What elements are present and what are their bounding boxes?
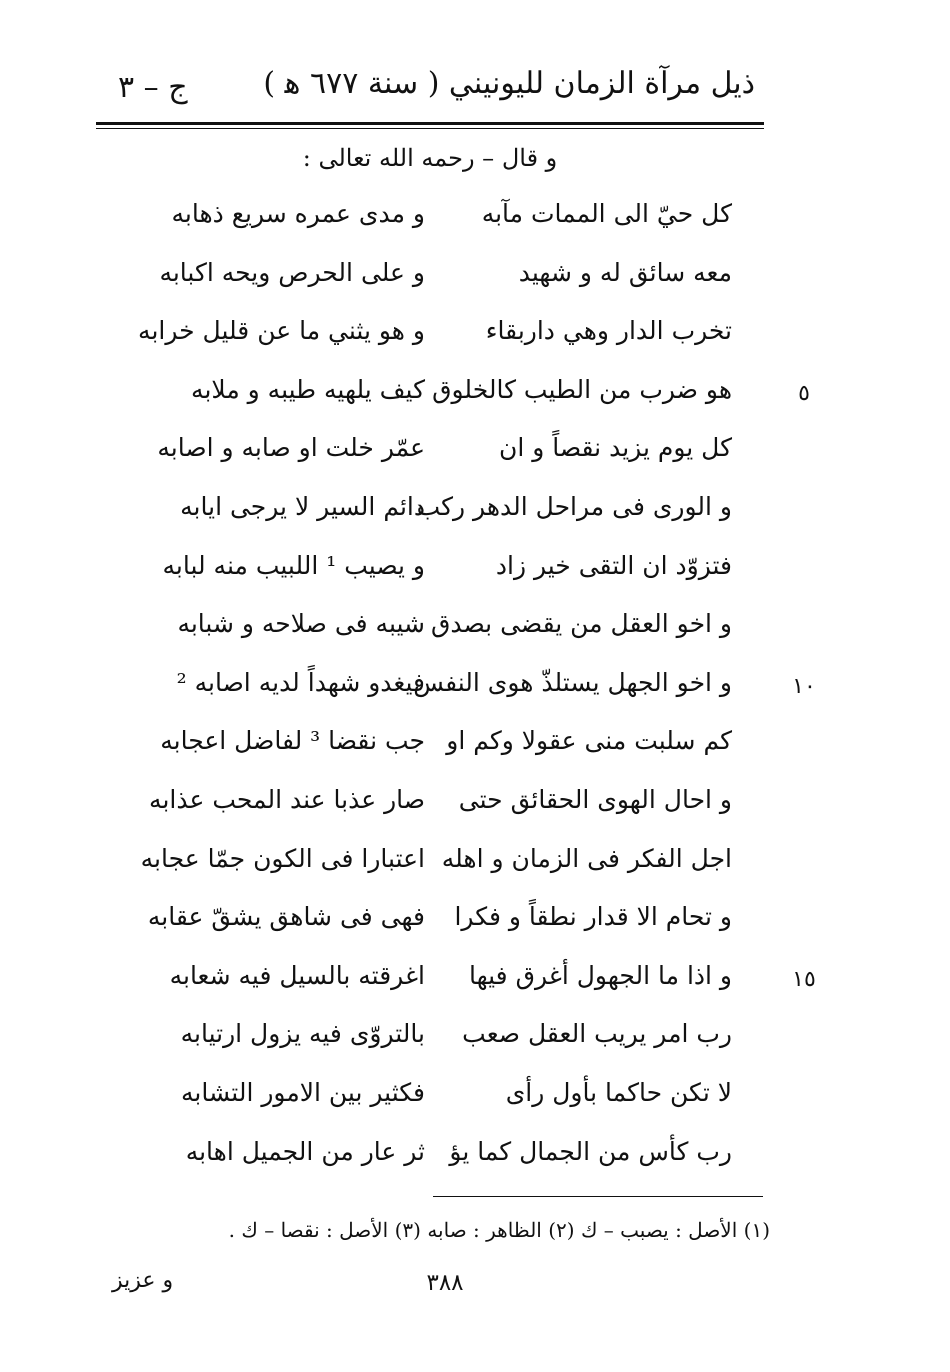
- poem-intro: و قال – رحمه الله تعالى :: [302, 144, 558, 172]
- verse-first-hemistich: و اخو الجهل يستلذّ هوى النفس: [413, 667, 732, 697]
- running-header-title: ذيل مرآة الزمان لليونيني ( سنة ٦٧٧ ﻫ ): [263, 66, 755, 101]
- verse-line: [0, 488, 950, 547]
- verse-line: [0, 429, 950, 488]
- verse-line: [0, 1133, 950, 1192]
- verse-line-number: ٥: [798, 380, 810, 406]
- verse-line: [0, 1015, 950, 1074]
- verse-second-hemistich: و يصيب ¹ اللبيب منه لبابه: [162, 550, 425, 580]
- volume-label: ج – ٣: [118, 70, 188, 105]
- page-number: ٣٨٨: [426, 1270, 464, 1296]
- verse-second-hemistich: ثر عار من الجميل اهابه: [185, 1136, 425, 1166]
- verse-line: [0, 898, 950, 957]
- verse-first-hemistich: هو ضرب من الطيب كالخلوق: [432, 374, 732, 404]
- verse-second-hemistich: اغرقته بالسيل فيه شعابه: [169, 960, 425, 990]
- verse-second-hemistich: اعتبارا فى الكون جمّا عجابه: [140, 843, 425, 873]
- header-rule-thick: [96, 122, 764, 125]
- verse-second-hemistich: فيغدو شهداً لديه اصابه ²: [176, 667, 425, 697]
- poem: [0, 195, 950, 1191]
- verse-first-hemistich: لا تكن حاكما بأول رأى: [505, 1077, 732, 1107]
- verse-second-hemistich: و مدى عمره سريع ذهابه: [171, 199, 425, 228]
- verse-first-hemistich: كل حيّ الى الممات مآبه: [481, 199, 732, 228]
- verse-second-hemistich: صار عذبا عند المحب عذابه: [149, 784, 425, 814]
- verse-second-hemistich: جب نقضا ³ لفاضل اعجابه: [160, 726, 425, 756]
- verse-line: [0, 664, 950, 723]
- verse-second-hemistich: و على الحرص ويحه اكبابه: [159, 257, 425, 287]
- verse-first-hemistich: و اخو العقل من يقضى بصدق: [430, 609, 732, 639]
- printer-signature: و عزيز: [112, 1268, 174, 1293]
- verse-first-hemistich: رب امر يريب العقل صعب: [462, 1019, 732, 1049]
- footnote-rule: [433, 1196, 763, 1197]
- verse-line-number: ١٠: [792, 673, 816, 699]
- header-rule-thin: [96, 128, 764, 129]
- verse-first-hemistich: رب كأس من الجمال كما يؤ: [449, 1136, 732, 1166]
- verse-second-hemistich: دائم السير لا يرجى ايابه: [180, 491, 425, 521]
- verse-second-hemistich: شيبه فى صلاحه و شبابه: [177, 609, 425, 639]
- verse-line: [0, 957, 950, 1016]
- verse-line: [0, 781, 950, 840]
- verse-line: [0, 605, 950, 664]
- verse-first-hemistich: و احال الهوى الحقائق حتى: [458, 784, 732, 814]
- verse-line: [0, 722, 950, 781]
- verse-first-hemistich: معه سائق له و شهيد: [518, 257, 732, 287]
- verse-first-hemistich: تخرب الدار وهي داربقاء: [485, 316, 732, 346]
- verse-second-hemistich: و هو يثني ما عن قليل خرابه: [138, 316, 425, 346]
- verse-line: [0, 840, 950, 899]
- verse-line: [0, 312, 950, 371]
- verse-line: [0, 254, 950, 313]
- verse-first-hemistich: و الورى فى مراحل الدهر ركب: [416, 491, 732, 521]
- verse-line: [0, 547, 950, 606]
- verse-second-hemistich: كيف يلهيه طيبه و ملابه: [191, 374, 425, 404]
- verse-second-hemistich: بالتروّى فيه يزول ارتيابه: [180, 1019, 425, 1049]
- verse-line: [0, 1074, 950, 1133]
- verse-first-hemistich: و اذا ما الجهول أغرق فيها: [469, 960, 732, 990]
- verse-second-hemistich: فهى فى شاهق يشقّ عقابه: [147, 902, 425, 932]
- footnotes: (١) الأصل : يصبب – ك (٢) الظاهر : صابه (٣) الأصل : نقصا – ك .: [228, 1218, 770, 1242]
- verse-line: [0, 371, 950, 430]
- verse-first-hemistich: اجل الفكر فى الزمان و اهله: [441, 843, 732, 873]
- verse-first-hemistich: كم سلبت منى عقولا وكم او: [446, 726, 732, 756]
- verse-second-hemistich: عمّر خلت او صابه و اصابه: [157, 433, 425, 463]
- verse-line: [0, 195, 950, 254]
- verse-first-hemistich: و تحام الا قدار نطقاً و فكرا: [454, 902, 732, 932]
- verse-first-hemistich: كل يوم يزيد نقصاً و ان: [498, 433, 732, 463]
- verse-first-hemistich: فتزوّد ان التقى خير زاد: [495, 550, 732, 580]
- verse-second-hemistich: فكثير بين الامور التشابه: [181, 1077, 425, 1107]
- verse-line-number: ١٥: [792, 966, 816, 992]
